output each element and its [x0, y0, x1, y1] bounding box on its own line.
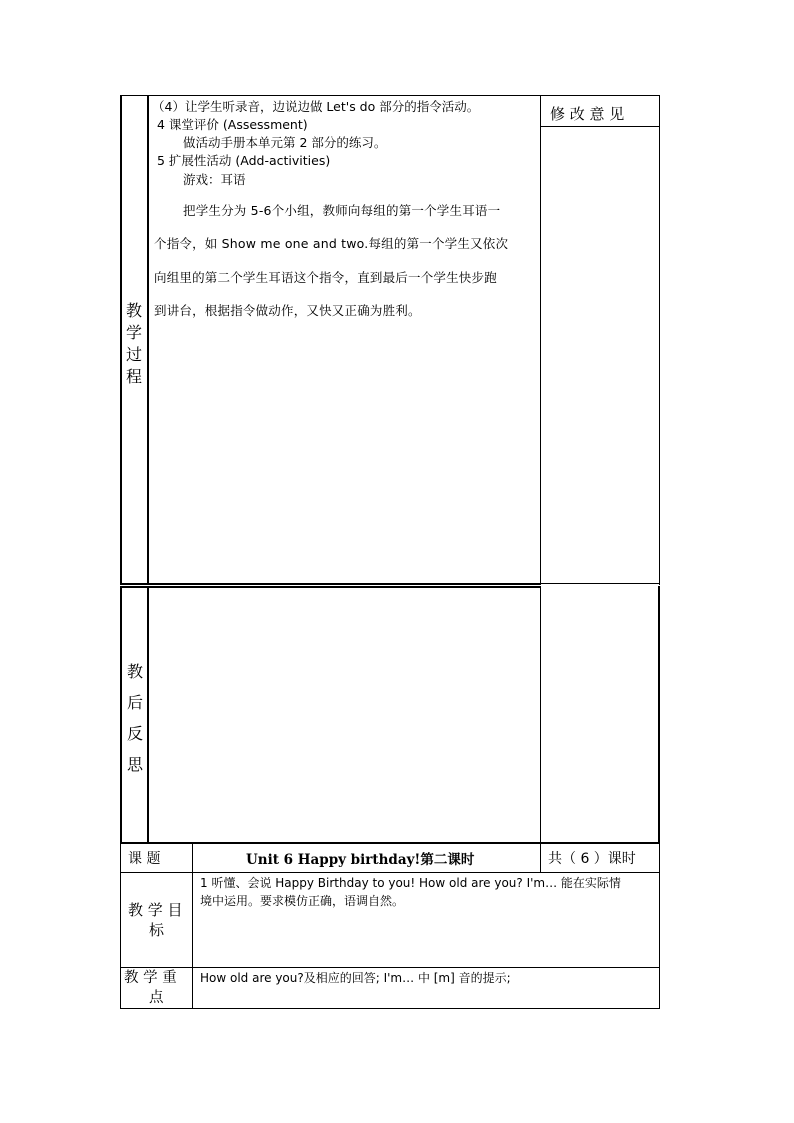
process-line: 个指令，如 Show me one and two.每组的第一个学生又依次: [154, 236, 509, 251]
goal-text: 境中运用。要求模仿正确，语调自然。: [200, 894, 405, 908]
process-label-char: 过: [125, 345, 142, 364]
goal-text: 1 听懂、会说 Happy Birthday to you! How old are you? I'm… 能在实际情: [200, 876, 621, 890]
process-line: 4 课堂评价 (Assessment): [157, 117, 308, 132]
process-label-char: 程: [125, 367, 142, 386]
process-line: （4）让学生听录音，边说边做 Let's do 部分的指令活动。: [152, 99, 480, 114]
process-line: 把学生分为 5-6个小组，教师向每组的第一个学生耳语一: [183, 203, 501, 218]
process-line: 做活动手册本单元第 2 部分的练习。: [183, 135, 387, 150]
revision-header: 修 改 意 见: [550, 105, 625, 123]
key-label: 点: [149, 990, 164, 1006]
process-line: 向组里的第二个学生耳语这个指令，直到最后一个学生快步跑: [154, 270, 497, 285]
process-line: 5 扩展性活动 (Add-activities): [157, 153, 331, 168]
reflection-label-char: 反: [126, 724, 143, 743]
goal-label: 教 学 目: [128, 901, 183, 919]
key-text: How old are you?及相应的回答; I'm… 中 [m] 音的提示;: [200, 971, 511, 985]
process-label-char: 教: [125, 301, 142, 320]
goal-label: 标: [149, 921, 165, 939]
process-line: 到讲台，根据指令做动作，又快又正确为胜利。: [154, 303, 421, 318]
topic-value: Unit 6 Happy birthday!第二课时: [246, 852, 475, 868]
lesson-hours: 共（ 6 ）课时: [548, 851, 636, 867]
process-line: 游戏：耳语: [183, 172, 246, 187]
process-label: [124, 300, 144, 388]
reflection-label-char: 后: [126, 693, 143, 712]
reflection-label-char: 教: [126, 662, 143, 681]
process-label-char: 学: [125, 323, 142, 342]
reflection-label: [125, 656, 145, 780]
reflection-label-char: 思: [126, 755, 143, 774]
key-label: 教 学 重: [124, 970, 177, 986]
topic-label: 课 题: [128, 851, 161, 867]
